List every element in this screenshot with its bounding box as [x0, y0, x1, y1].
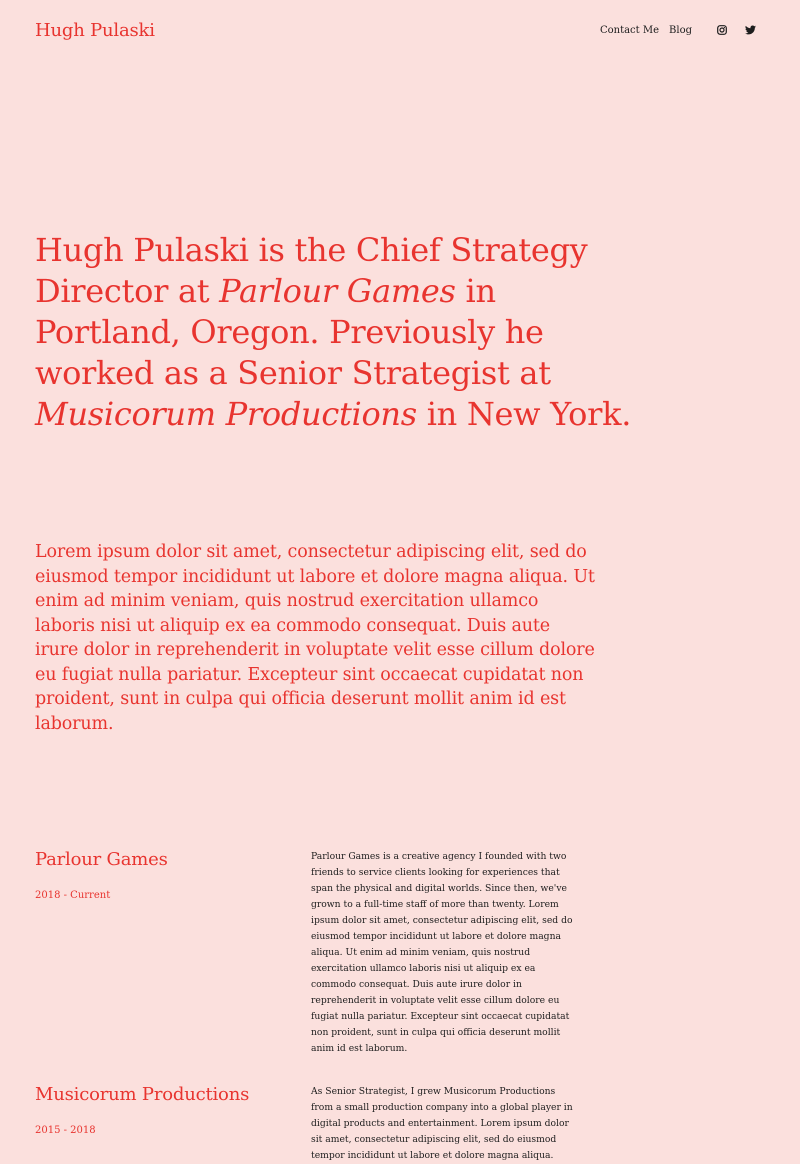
- instagram-icon[interactable]: [716, 24, 728, 36]
- hero-text-part: in Portland, Oregon. Previously he worked as a Senior Strategist at: [35, 272, 551, 392]
- hero-company-parlour: Parlour Games: [219, 272, 456, 310]
- nav-contact-link[interactable]: Contact Me: [599, 24, 660, 36]
- hero-statement: [35, 230, 635, 435]
- hero-company-musicorum: Musicorum Productions: [35, 395, 417, 433]
- site-title-link[interactable]: Hugh Pulaski: [35, 20, 155, 41]
- intro-paragraph: Lorem ipsum dolor sit amet, consectetur adipiscing elit, sed do eiusmod tempor incididunt ut labore et dolore magna aliqua. Ut enim ad minim veniam, quis nostrud exercitation ullamco laboris nisi ut aliquip ex ea commodo consequat. Duis aute irure dolor in reprehenderit in voluptate velit esse cillum dolore eu fugiat nulla pariatur. Excepteur sint occaecat cupidatat non proident, sunt in culpa qui officia deserunt mollit anim id est laborum.: [35, 542, 595, 734]
- experience-company: Musicorum Productions: [35, 1084, 250, 1105]
- hero-text-part: in New York.: [416, 395, 632, 433]
- experience-dates: 2018 - Current: [35, 890, 111, 901]
- nav-blog-link[interactable]: Blog: [669, 24, 692, 36]
- experience-description: As Senior Strategist, I grew Musicorum Productions from a small production company into a global player in digital products and entertainment. Lorem ipsum dolor sit amet, consectetur adipiscing elit, sed do eiusmod tempor incididunt ut labore et dolore magna aliqua.: [311, 1086, 573, 1161]
- experience-musicorum-productions: [35, 1084, 765, 1161]
- experience-company: Parlour Games: [35, 849, 168, 870]
- hero-text-part: Hugh Pulaski is the Chief Strategy Director at: [35, 231, 588, 310]
- experience-description: Parlour Games is a creative agency I founded with two friends to service clients looking for experiences that span the physical and digital worlds. Since then, we've grown to a full-time staff of more than twenty. Lorem ipsum dolor sit amet, consectetur adipiscing elit, sed do eiusmod tempor incididunt ut labore et dolore magna aliqua. Ut enim ad minim veniam, quis nostrud exercitation ullamco laboris nisi ut aliquip ex ea commodo consequat. Duis aute irure dolor in reprehenderit in voluptate velit esse cillum dolore eu fugiat nulla pariatur. Excepteur sint occaecat cupidatat non proident, sunt in culpa qui officia deserunt mollit anim id est laborum.: [311, 851, 573, 1054]
- twitter-icon-glyph: [745, 25, 756, 35]
- experience-parlour-games: [35, 849, 765, 1054]
- header-nav: [600, 24, 766, 36]
- twitter-icon[interactable]: [744, 24, 756, 36]
- instagram-icon-glyph: [717, 25, 727, 35]
- experience-dates: 2015 - 2018: [35, 1125, 96, 1136]
